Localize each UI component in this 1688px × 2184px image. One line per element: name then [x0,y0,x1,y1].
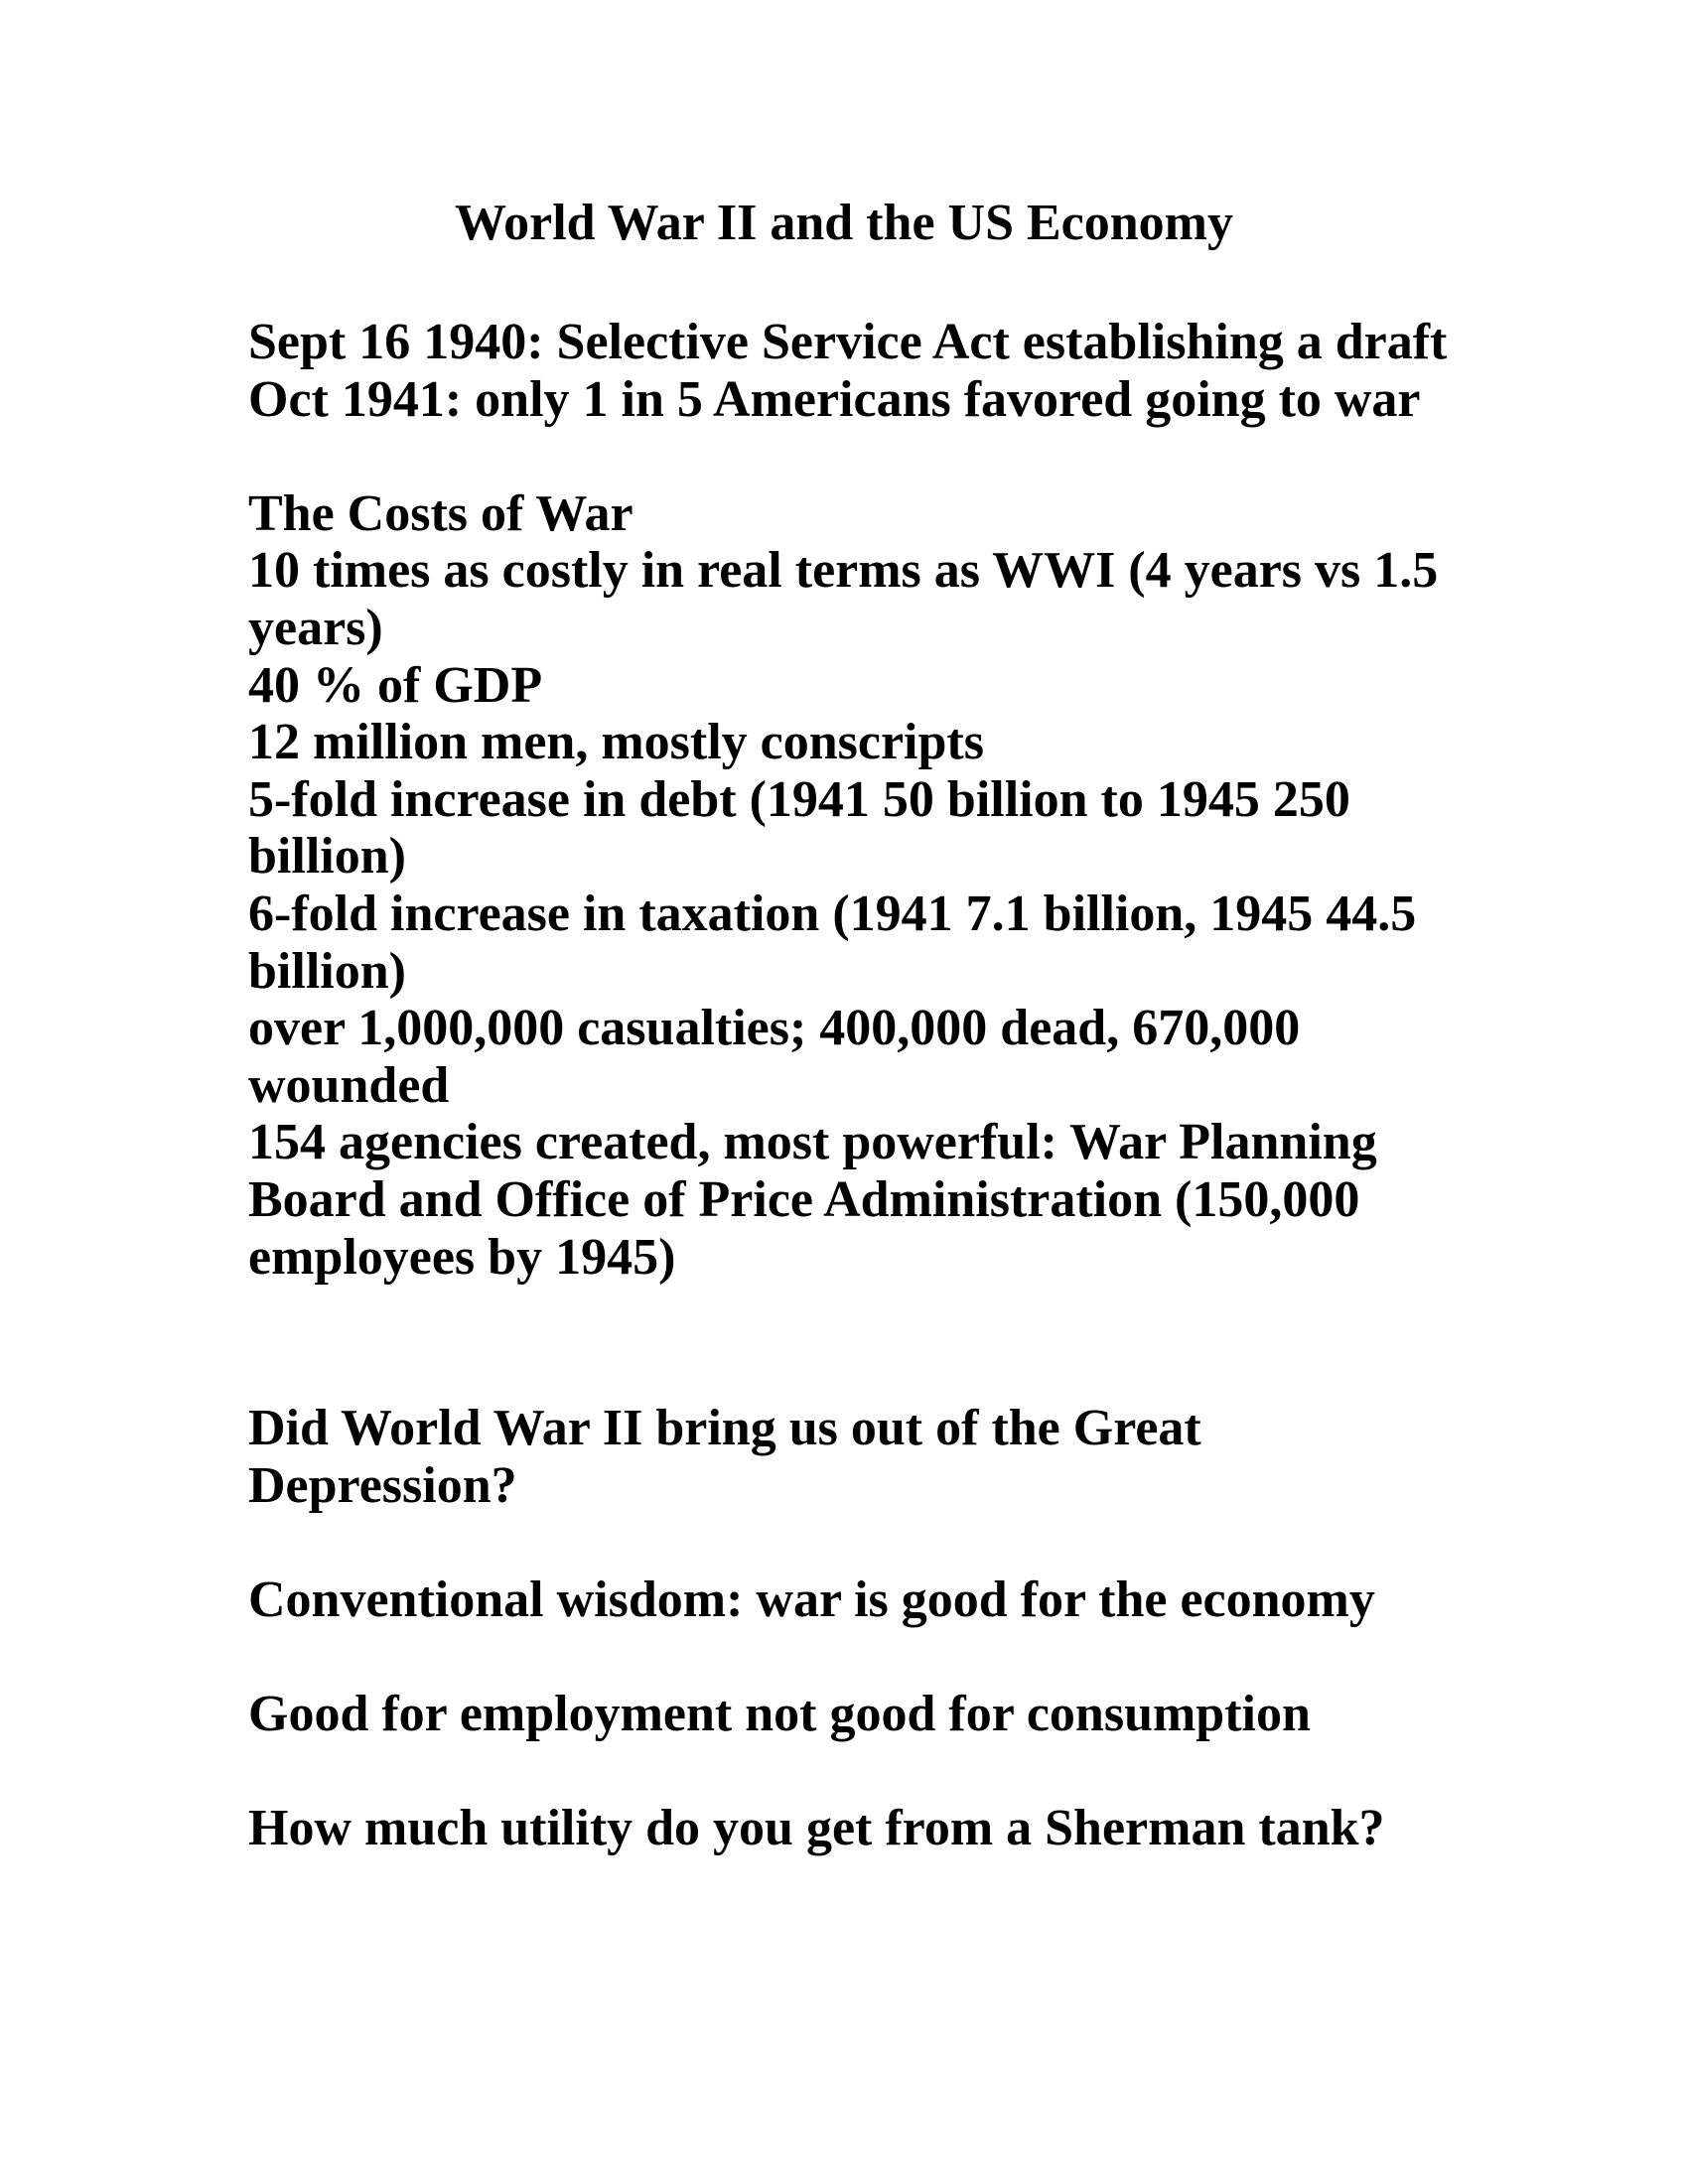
text-line: Conventional wisdom: war is good for the economy [248,1571,1375,1629]
text-line: wounded [248,1056,450,1114]
text-line: over 1,000,000 casualties; 400,000 dead, 670,000 [248,1000,1301,1057]
paragraph-great-depression-question [248,1400,1447,1514]
document-body [248,314,1447,1857]
paragraph-sherman-tank-question [248,1800,1447,1857]
text-line: Sept 16 1940: Selective Service Act establishing a draft [248,314,1448,370]
text-line: How much utility do you get from a Sherman tank? [248,1800,1385,1857]
text-line: 10 times as costly in real terms as WWI (4 years vs 1.5 [248,542,1439,600]
text-line: 154 agencies created, most powerful: War Planning [248,1114,1377,1171]
text-line: Board and Office of Price Administration (150,000 [248,1170,1360,1228]
text-line: Oct 1941: only 1 in 5 Americans favored going to war [248,370,1421,428]
paragraph-employment-vs-consumption [248,1686,1447,1743]
text-line: billion) [248,942,406,1000]
text-line: 40 % of GDP [248,656,543,714]
document-title: World War II and the US Economy [454,195,1233,251]
text-line: 5-fold increase in debt (1941 50 billion to 1945 250 [248,770,1350,828]
text-line: years) [248,599,383,656]
text-line: employees by 1945) [248,1228,676,1286]
text-line: 6-fold increase in taxation (1941 7.1 billion, 1945 44.5 [248,885,1417,942]
paragraph-costs-of-war [248,485,1447,1286]
text-line: billion) [248,828,406,886]
text-line: Good for employment not good for consumption [248,1686,1311,1743]
text-line: 12 million men, mostly conscripts [248,714,984,771]
paragraph-conventional-wisdom [248,1571,1447,1629]
section-heading: The Costs of War [248,484,633,542]
text-line: Did World War II bring us out of the Great [248,1400,1201,1457]
text-line: Depression? [248,1456,517,1514]
paragraph-draft-and-public-opinion [248,314,1447,428]
